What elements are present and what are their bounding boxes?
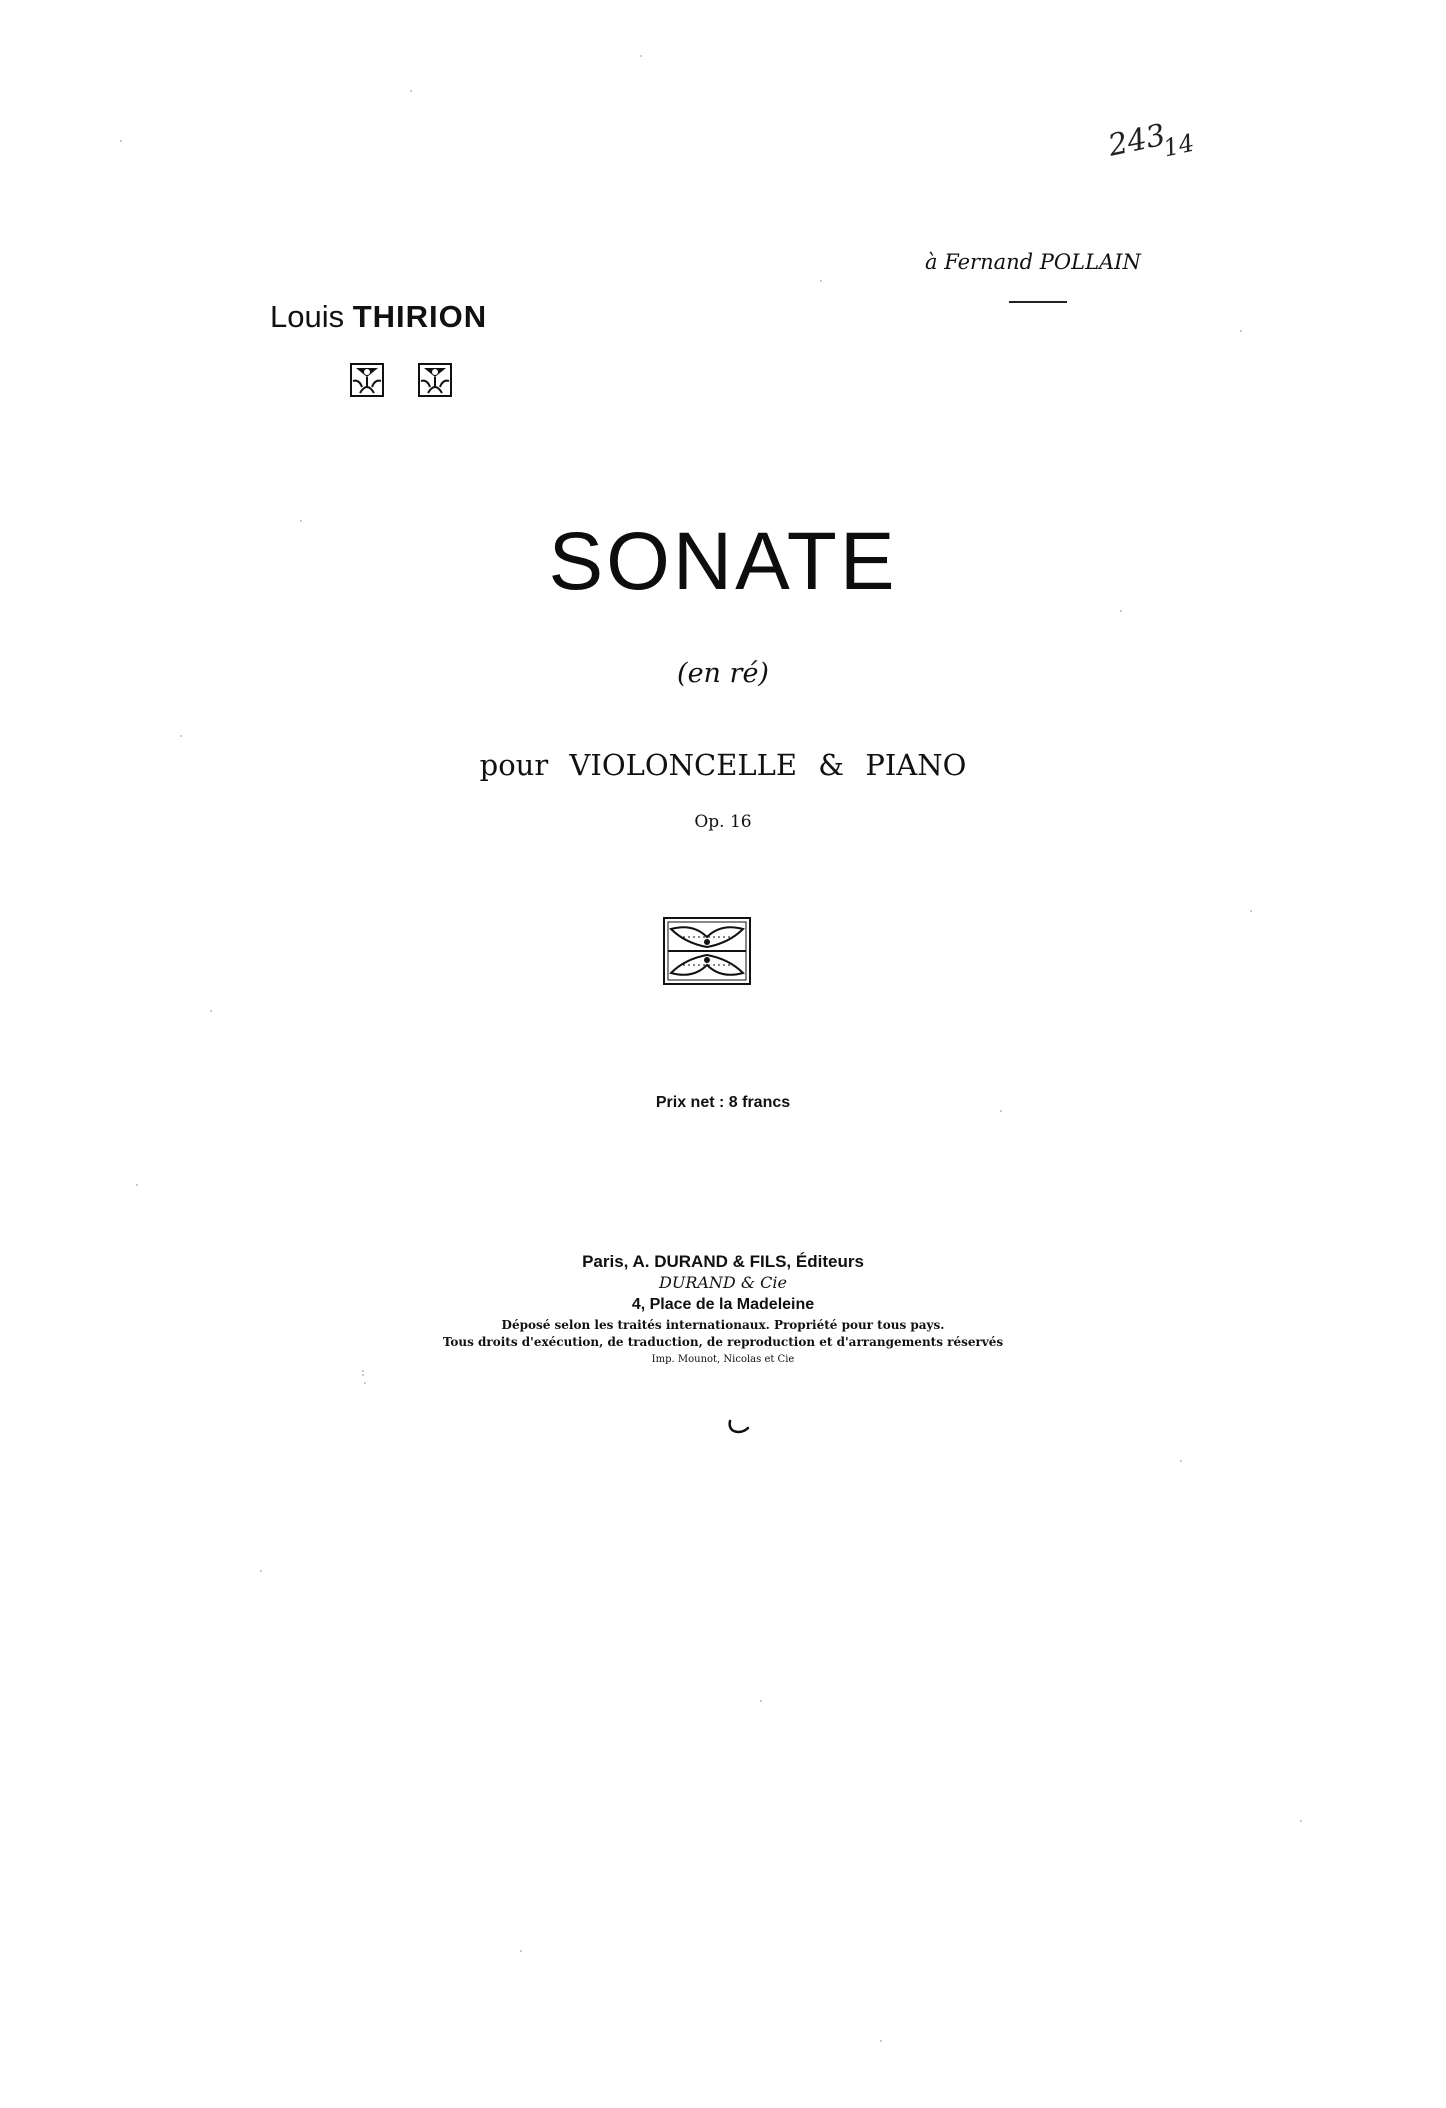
rights-notice: Tous droits d'exécution, de traduction, de reproduction et d'arrangements réservés [442, 1335, 1004, 1349]
paper-speck [180, 735, 182, 737]
paper-speck [1240, 330, 1242, 332]
composer-first-name: Louis [270, 299, 345, 334]
paper-speck [1180, 1460, 1182, 1462]
call-number-main: 243 [1105, 117, 1169, 164]
ink-mark-icon [726, 1419, 752, 1435]
paper-speck [410, 90, 412, 92]
floral-ornament-icon [350, 363, 384, 397]
printer-credit: Imp. Mounot, Nicolas et Cie [651, 1354, 795, 1365]
price: Prix net : 8 francs [655, 1094, 791, 1111]
paper-speck [1300, 1820, 1302, 1822]
paper-speck [364, 1382, 366, 1384]
floral-ornament-icon [418, 363, 452, 397]
instrument-piano: PIANO [865, 748, 967, 782]
paper-speck [1250, 910, 1252, 912]
instrumentation [0, 748, 1446, 782]
paper-speck [520, 1950, 522, 1952]
page-title: SONATE [548, 516, 898, 607]
paper-speck [1000, 1110, 1002, 1112]
paper-speck [260, 1570, 262, 1572]
paper-speck [362, 1374, 364, 1376]
publisher-company: DURAND & Cie [659, 1273, 787, 1292]
paper-speck [210, 1010, 212, 1012]
paper-speck [640, 55, 642, 57]
instrument-cello: VIOLONCELLE [569, 748, 798, 782]
opus-number: Op. 16 [694, 812, 752, 832]
paper-speck [136, 1184, 138, 1186]
composer-name [270, 299, 487, 335]
paper-speck [120, 140, 122, 142]
composer-last-name: THIRION [352, 299, 488, 334]
dedication: à Fernand POLLAIN [925, 250, 1141, 274]
copyright-notice: Déposé selon les traités internationaux. Propriété pour tous pays. [501, 1318, 945, 1332]
paper-speck [880, 2040, 882, 2042]
subtitle-key: (en ré) [677, 658, 769, 689]
instrumentation-prefix: pour [479, 748, 549, 782]
publisher-address: 4, Place de la Madeleine [631, 1296, 815, 1313]
paper-speck [300, 520, 302, 522]
paper-speck [362, 1370, 364, 1372]
publisher-emblem-icon [663, 917, 751, 985]
handwritten-call-number [1105, 111, 1198, 163]
paper-speck [820, 280, 822, 282]
paper-speck [1120, 610, 1122, 612]
dedication-rule [1009, 301, 1067, 303]
publisher-name: Paris, A. DURAND & FILS, Éditeurs [582, 1252, 864, 1271]
call-number-sub: 14 [1160, 128, 1197, 163]
paper-speck [760, 1700, 762, 1702]
instrumentation-ampersand: & [818, 748, 845, 782]
